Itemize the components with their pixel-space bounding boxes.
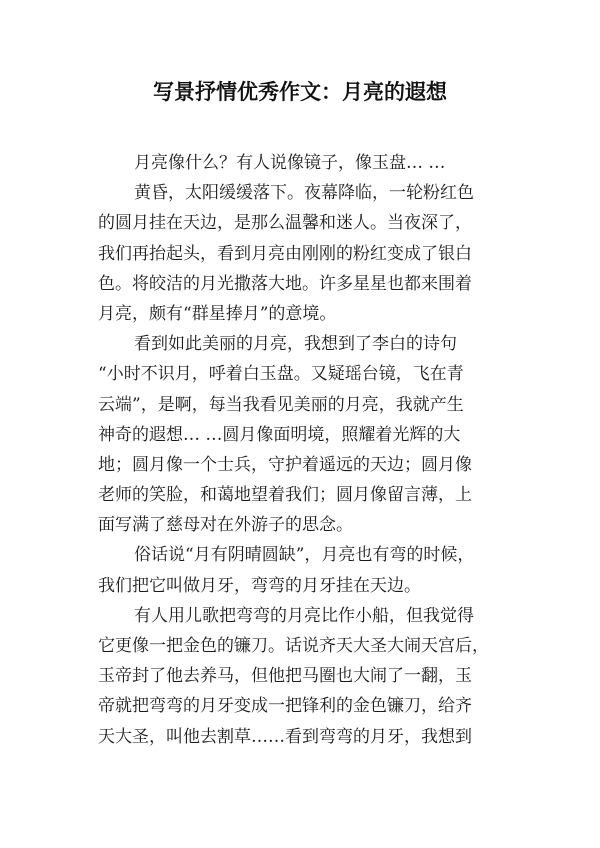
document-body <box>98 148 506 752</box>
body-line: 老师的笑脸，和蔼地望着我们；圆月像留言薄，上 <box>98 485 472 506</box>
body-line: “小时不识月，呼着白玉盘。又疑瑶台镜，飞在青 <box>98 364 464 385</box>
body-line: 帝就把弯弯的月牙变成一把锋利的金色镰刀，给齐 <box>98 696 472 717</box>
body-line: 神奇的遐想… …圆月像面明境，照耀着光辉的大 <box>98 424 461 445</box>
body-line: 面写满了慈母对在外游子的思念。 <box>98 515 353 536</box>
body-line: 的圆月挂在天边，是那么温馨和迷人。当夜深了， <box>98 213 472 234</box>
body-line: 地；圆月像一个士兵，守护着遥远的天边；圆月像 <box>98 454 472 475</box>
body-line: 看到如此美丽的月亮，我想到了李白的诗句 <box>134 334 457 355</box>
body-line: 月亮，颇有“群星捧月”的意境。 <box>98 303 337 324</box>
body-line: 月亮像什么？有人说像镜子，像玉盘… … <box>134 153 446 173</box>
body-line: 黄昏，太阳缓缓落下。夜幕降临，一轮粉红色 <box>134 183 474 204</box>
body-line: 云端”，是啊，每当我看见美丽的月亮，我就产生 <box>98 394 464 415</box>
body-line: 俗话说“月有阴晴圆缺”，月亮也有弯的时候， <box>134 545 475 566</box>
document-title: 写景抒情优秀作文：月亮的遐想 <box>153 80 447 104</box>
body-line: 我们再抬起头，看到月亮由刚刚的粉红变成了银白 <box>98 243 472 264</box>
body-line: 它更像一把金色的镰刀。话说齐天大圣大闹天宫后， <box>98 636 489 656</box>
body-line: 玉帝封了他去养马，但他把马圈也大闹了一翻，玉 <box>98 666 472 687</box>
body-line: 有人用儿歌把弯弯的月亮比作小船，但我觉得 <box>134 605 474 626</box>
body-line: 天大圣，叫他去割草……看到弯弯的月牙，我想到 <box>98 726 472 747</box>
body-line: 色。将皎洁的月光撒落大地。许多星星也都来围着 <box>98 273 472 294</box>
body-line: 我们把它叫做月牙，弯弯的月牙挂在天边。 <box>98 575 421 596</box>
